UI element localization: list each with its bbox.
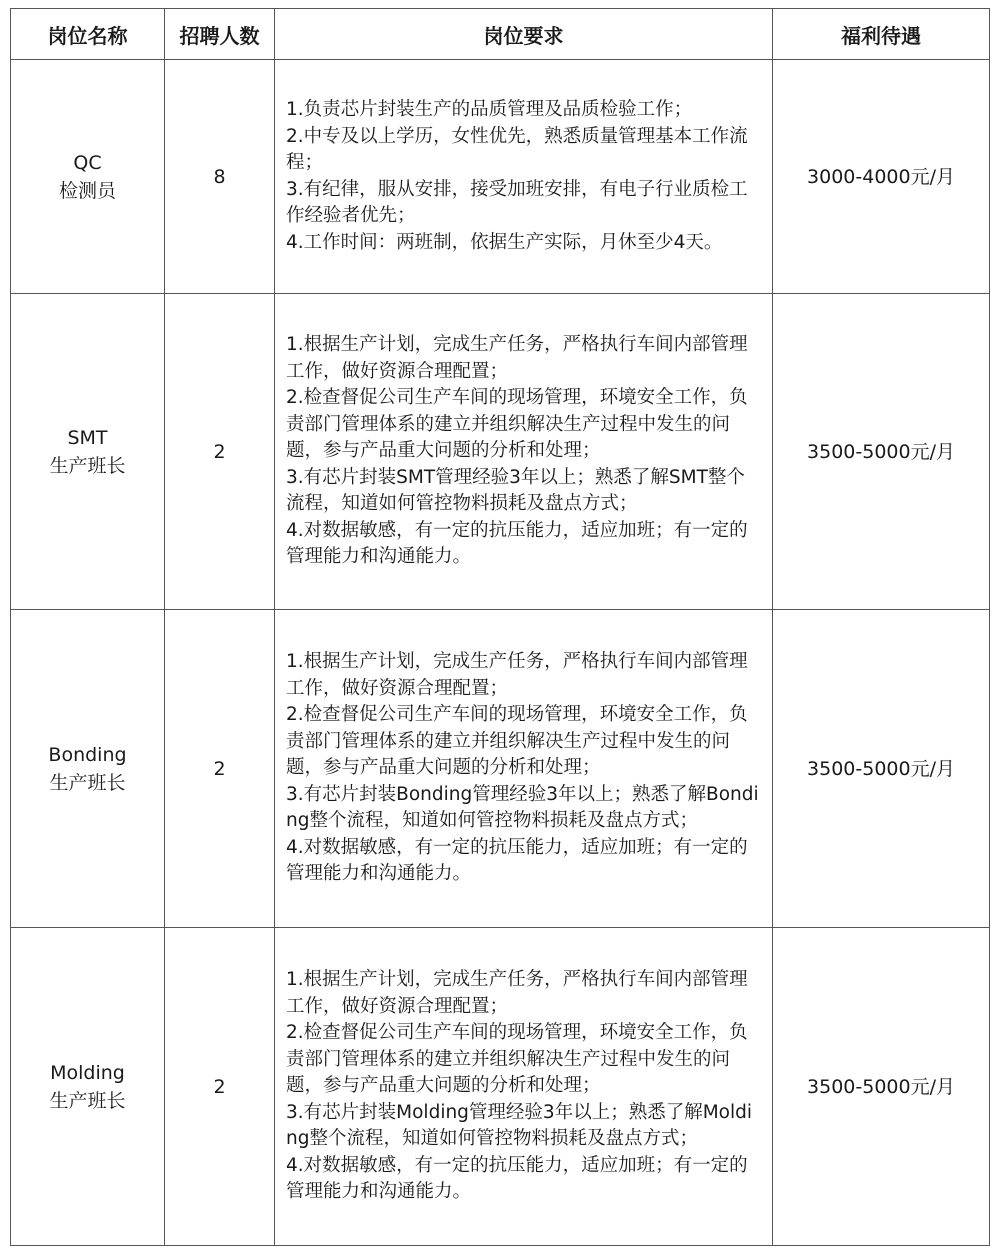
position-cell [11, 60, 165, 294]
table-row [11, 928, 990, 1246]
table-row [11, 610, 990, 928]
requirement-item: 2.检查督促公司生产车间的现场管理，环境安全工作，负责部门管理体系的建立并组织解决生产过程中发生的问题，参与产品重大问题的分析和处理； [286, 1022, 748, 1097]
requirement-item: 1.根据生产计划，完成生产任务，严格执行车间内部管理工作，做好资源合理配置； [286, 334, 748, 382]
position-cell [11, 294, 165, 610]
header-row [11, 9, 990, 60]
position-name: Bonding [48, 743, 127, 766]
requirement-item: 3.有芯片封装SMT管理经验3年以上；熟悉了解SMT整个流程，知道如何管控物料损耗及盘点方式； [286, 466, 745, 515]
requirement-item: 4.工作时间：两班制，依据生产实际，月休至少4天。 [286, 231, 723, 253]
requirements-cell [275, 294, 773, 610]
count-cell: 2 [165, 294, 275, 610]
benefits-cell: 3000-4000元/月 [773, 60, 990, 294]
requirement-item: 2.检查督促公司生产车间的现场管理，环境安全工作，负责部门管理体系的建立并组织解决生产过程中发生的问题，参与产品重大问题的分析和处理； [286, 704, 748, 779]
requirement-item: 1.负责芯片封装生产的品质管理及品质检验工作； [286, 99, 693, 120]
position-cell [11, 928, 165, 1246]
requirements-cell [275, 610, 773, 928]
benefits-cell: 3500-5000元/月 [773, 610, 990, 928]
position-cell [11, 610, 165, 928]
requirement-item: 4.对数据敏感，有一定的抗压能力，适应加班；有一定的管理能力和沟通能力。 [286, 1154, 748, 1203]
header-count: 招聘人数 [165, 9, 275, 60]
requirement-item: 1.根据生产计划，完成生产任务，严格执行车间内部管理工作，做好资源合理配置； [286, 651, 748, 699]
header-benefits: 福利待遇 [773, 9, 990, 60]
position-title: 生产班长 [49, 1089, 126, 1112]
count-cell: 2 [165, 928, 275, 1246]
job-table-container [10, 8, 989, 1246]
benefits-cell: 3500-5000元/月 [773, 294, 990, 610]
requirements-cell [275, 60, 773, 294]
position-title: 检测员 [58, 179, 116, 202]
position-name: Molding [50, 1061, 125, 1084]
position-name: SMT [67, 426, 108, 449]
table-row [11, 60, 990, 294]
requirement-item: 2.检查督促公司生产车间的现场管理，环境安全工作，负责部门管理体系的建立并组织解决生产过程中发生的问题，参与产品重大问题的分析和处理； [286, 387, 748, 462]
benefits-cell: 3500-5000元/月 [773, 928, 990, 1246]
requirement-item: 3.有纪律，服从安排，接受加班安排，有电子行业质检工作经验者优先； [286, 178, 748, 226]
requirement-item: 4.对数据敏感，有一定的抗压能力，适应加班；有一定的管理能力和沟通能力。 [286, 836, 748, 885]
requirement-item: 4.对数据敏感，有一定的抗压能力，适应加班；有一定的管理能力和沟通能力。 [286, 519, 748, 568]
position-title: 生产班长 [49, 454, 126, 477]
count-cell: 8 [165, 60, 275, 294]
header-position: 岗位名称 [11, 9, 165, 60]
position-title: 生产班长 [49, 771, 126, 794]
requirement-item: 1.根据生产计划，完成生产任务，严格执行车间内部管理工作，做好资源合理配置； [286, 969, 748, 1017]
position-name: QC [73, 151, 102, 174]
requirement-item: 3.有芯片封装Molding管理经验3年以上；熟悉了解Molding整个流程，知道如何管控物料损耗及盘点方式； [286, 1101, 752, 1150]
job-table [10, 8, 990, 1246]
table-row [11, 294, 990, 610]
requirements-cell [275, 928, 773, 1246]
requirement-item: 2.中专及以上学历，女性优先，熟悉质量管理基本工作流程； [286, 125, 748, 173]
requirement-item: 3.有芯片封装Bonding管理经验3年以上；熟悉了解Bonding整个流程，知道如何管控物料损耗及盘点方式； [286, 783, 759, 832]
count-cell: 2 [165, 610, 275, 928]
header-requirements: 岗位要求 [275, 9, 773, 60]
